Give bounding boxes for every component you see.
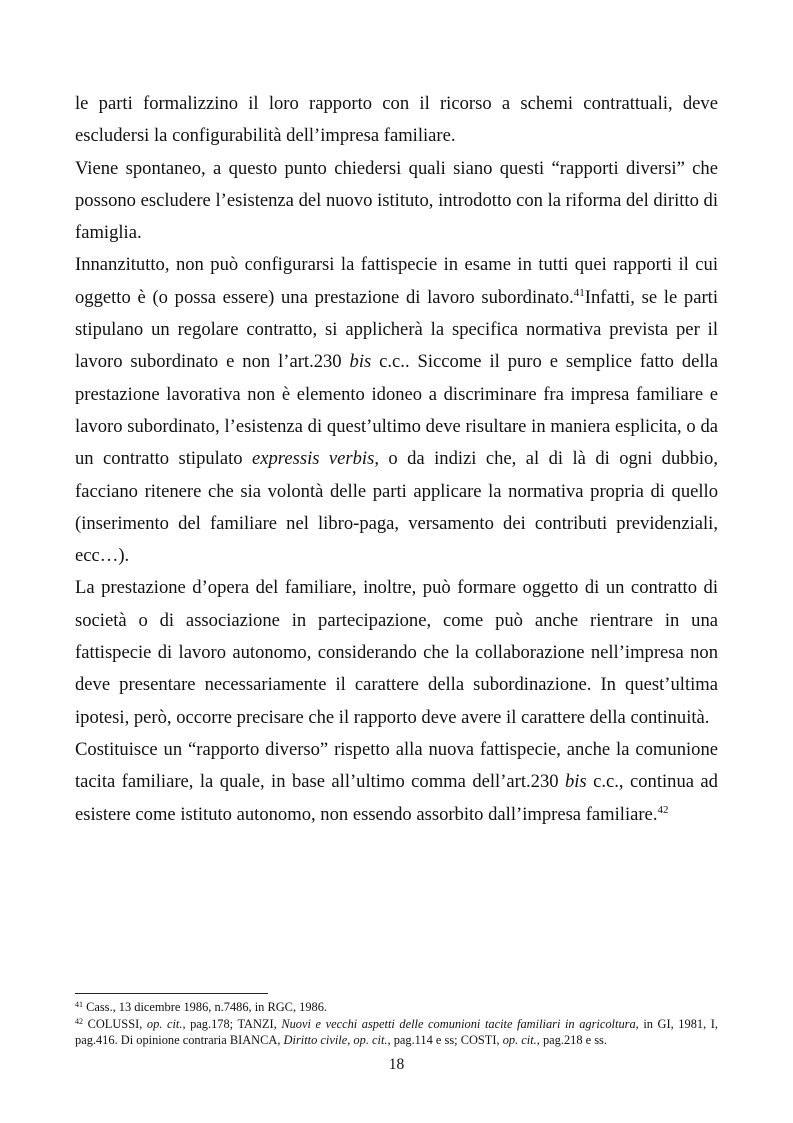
footnote-number: 41 — [75, 1000, 83, 1009]
footnote-ref-41[interactable]: 41 — [573, 286, 585, 299]
paragraph-5-text-b: c.c., continua ad esistere come istituto autonomo, non essendo assorbito dall’impresa familiare. — [75, 771, 718, 825]
footnote-41 — [75, 999, 718, 1016]
footnote-text: , pag.178; TANZI, — [182, 1016, 282, 1031]
footnote-42 — [75, 1016, 718, 1049]
footnote-citation: Nuovi e vecchi aspetti delle comunioni tacite familiari in agricoltura — [281, 1016, 636, 1031]
paragraph-3-italic: expressis verbis — [252, 448, 375, 470]
footnote-citation: op. cit. — [502, 1033, 537, 1047]
paragraph-5 — [75, 734, 718, 831]
footnotes — [75, 999, 718, 1049]
footnote-text: , in GI, 1981, I, pag.416. Di opinione contraria BIANCA, — [75, 1016, 718, 1047]
footnote-ref-42[interactable]: 42 — [657, 803, 669, 816]
footnote-citation: Diritto civile — [283, 1033, 348, 1047]
footnote-text: , pag.114 e ss; COSTI, — [387, 1033, 503, 1047]
page-number: 18 — [388, 1056, 405, 1073]
paragraph-1 — [75, 88, 718, 153]
paragraph-3-text-b: Infatti, se le parti stipulano un regolare contratto, si applicherà la specifica normativa prevista per il lavoro subordinato e non l’art.230 — [75, 286, 718, 373]
paragraph-3-text-a: Innanzitutto, non può configurarsi la fattispecie in esame in tutti quei rapporti il cui oggetto è (o possa essere) una prestazione di lavoro subordinato. — [75, 254, 718, 308]
paragraph-5-text-a: Costituisce un “rapporto diverso” rispetto alla nuova fattispecie, anche la comunione tacita familiare, la quale, in base all’ultimo comma dell’art.230 — [75, 738, 718, 793]
footnote-text: COLUSSI, — [83, 1016, 147, 1031]
footnote-text: , — [347, 1033, 354, 1047]
paragraph-3-text-c: c.c.. Siccome il puro e semplice fatto della prestazione lavorativa non è elemento idoneo a discriminare fra impresa familiare e lavoro subordinato, l’esistenza di quest’ultimo deve risultare in maniera esplicita, o da un contratto stipulato — [75, 351, 718, 470]
paragraph-4 — [75, 572, 718, 733]
paragraph-4-text: La prestazione d’opera del familiare, inoltre, può formare oggetto di un contratto di società o di associazione in partecipazione, come può anche rientrare in una fattispecie di lavoro autonomo, considerando che la collaborazione nell’impresa non deve presentare necessariamente il carattere della subordinazione. In quest’ultima ipotesi, però, occorre precisare che il rapporto deve avere il carattere della continuità. — [75, 577, 718, 728]
paragraph-1-text: le parti formalizzino il loro rapporto con il ricorso a schemi contrattuali, deve escludersi la configurabilità dell’impresa familiare. — [75, 93, 718, 147]
body-text — [75, 88, 718, 831]
footnote-separator — [75, 993, 268, 994]
footnote-text: Cass., 13 dicembre 1986, n.7486, in RGC, 1986. — [83, 1000, 328, 1014]
footnote-citation: op. cit. — [146, 1016, 183, 1031]
paragraph-2-text: Viene spontaneo, a questo punto chiedersi quali siano questi “rapporti diversi” che possono escludere l’esistenza del nuovo istituto, introdotto con la riforma del diritto di famiglia. — [75, 157, 718, 244]
footnote-citation: op. cit. — [353, 1033, 388, 1047]
footnote-number: 42 — [75, 1016, 83, 1026]
footnote-text: , pag.218 e ss. — [536, 1033, 607, 1047]
paragraph-2 — [75, 153, 718, 250]
paragraph-3 — [75, 249, 718, 572]
paragraph-3-text-d: , o da indizi che, al di là di ogni dubbio, facciano ritenere che sia volontà delle parti applicare la normativa propria di quello (inserimento del familiare nel libro-paga, versamento dei contributi previdenziali, ecc…). — [75, 448, 718, 567]
paragraph-3-bis: bis — [349, 351, 372, 373]
paragraph-5-bis: bis — [564, 771, 587, 793]
